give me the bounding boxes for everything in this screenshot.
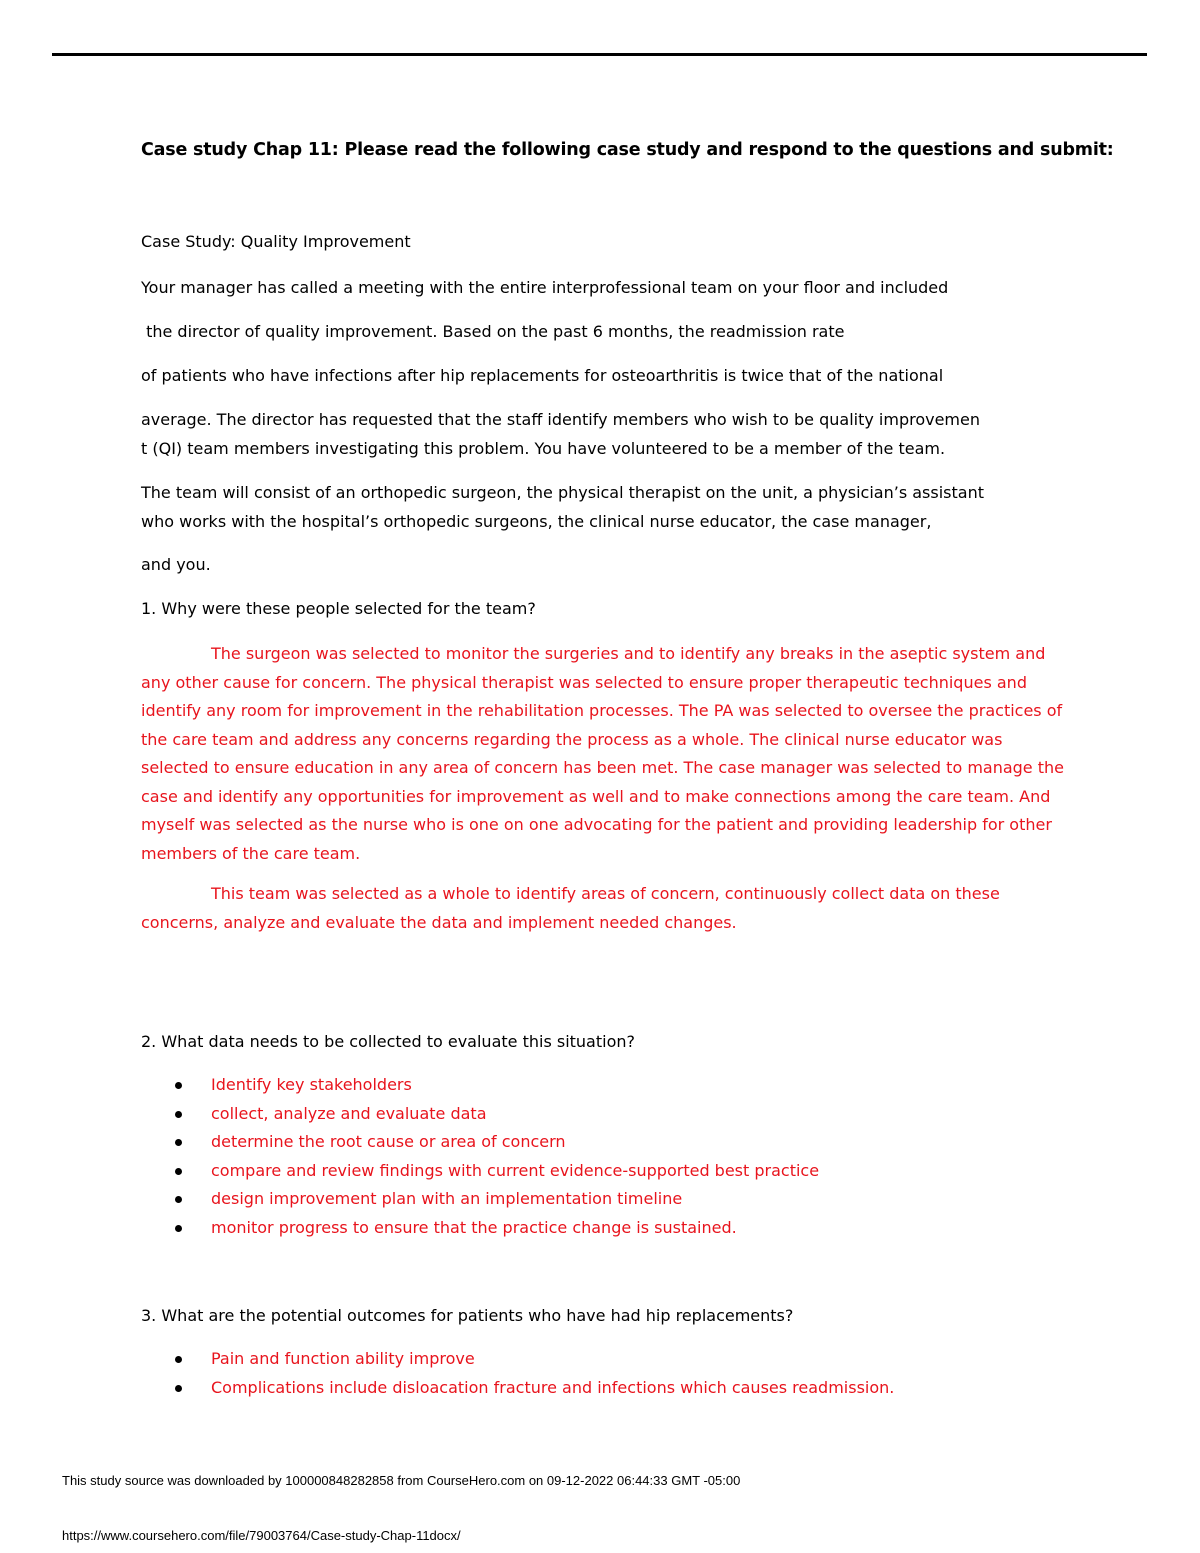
section-heading: Case Study: Quality Improvement <box>141 232 411 251</box>
bullet-icon <box>175 1196 182 1203</box>
bullet-icon <box>175 1082 182 1089</box>
bullet-icon <box>175 1168 182 1175</box>
answer-1-paragraph: The surgeon was selected to monitor the surgeries and to identify any breaks in the aseptic system and any other cause for concern. The physical therapist was selected to ensure proper therapeutic techniques and identify any room for improvement in the rehabilitation processes. The PA was selected to oversee the practices of the care team and address any concerns regarding the process as a whole. The clinical nurse educator was selected to ensure education in any area of concern has been met. The case manager was selected to manage the case and identify any opportunities for improvement as well and to make connections among the care team. And myself was selected as the nurse who is one on one advocating for the patient and providing leadership for other members of the care team. <box>141 644 1064 863</box>
question-2: 2. What data needs to be collected to evaluate this situation? <box>141 1032 635 1051</box>
bullet-icon <box>175 1356 182 1363</box>
scenario-line: average. The director has requested that the staff identify members who wish to be quality improvemen <box>141 410 980 429</box>
download-note: This study source was downloaded by 100000848282858 from CourseHero.com on 09-12-2022 06:44:33 GMT -05:00 <box>62 1473 741 1488</box>
scenario-line: and you. <box>141 555 211 574</box>
scenario-line: Your manager has called a meeting with the entire interprofessional team on your floor and included <box>141 278 949 297</box>
answer-2-list <box>141 1071 819 1242</box>
scenario-line: of patients who have infections after hip replacements for osteoarthritis is twice that of the national <box>141 366 944 385</box>
source-url-link[interactable]: https://www.coursehero.com/file/79003764/Case-study-Chap-11docx/ <box>62 1528 461 1543</box>
bullet-icon <box>175 1139 182 1146</box>
bullet-icon <box>175 1111 182 1118</box>
answer-3-list <box>141 1345 894 1402</box>
list-item: Pain and function ability improve <box>141 1345 894 1374</box>
document-title: Case study Chap 11: Please read the following case study and respond to the questions and submit: <box>141 140 1114 160</box>
list-item: determine the root cause or area of concern <box>141 1128 819 1157</box>
scenario-line: who works with the hospital’s orthopedic surgeons, the clinical nurse educator, the case manager, <box>141 512 932 531</box>
document-body <box>141 140 1114 1397</box>
list-item: Identify key stakeholders <box>141 1071 819 1100</box>
scenario-line: The team will consist of an orthopedic surgeon, the physical therapist on the unit, a physician’s assistant <box>141 483 984 502</box>
question-3: 3. What are the potential outcomes for patients who have had hip replacements? <box>141 1306 794 1325</box>
answer-1 <box>141 640 1071 937</box>
bullet-icon <box>175 1225 182 1232</box>
list-item: compare and review findings with current evidence-supported best practice <box>141 1157 819 1186</box>
question-1: 1. Why were these people selected for the team? <box>141 599 536 618</box>
scenario-line: the director of quality improvement. Based on the past 6 months, the readmission rate <box>141 322 845 341</box>
top-rule <box>52 53 1147 56</box>
list-item: Complications include disloacation fracture and infections which causes readmission. <box>141 1374 894 1403</box>
list-item: collect, analyze and evaluate data <box>141 1100 819 1129</box>
bullet-icon <box>175 1385 182 1392</box>
list-item: monitor progress to ensure that the practice change is sustained. <box>141 1214 819 1243</box>
answer-1-paragraph: This team was selected as a whole to identify areas of concern, continuously collect data on these concerns, analyze and evaluate the data and implement needed changes. <box>141 884 1000 932</box>
scenario-line: t (QI) team members investigating this problem. You have volunteered to be a member of the team. <box>141 439 946 458</box>
list-item: design improvement plan with an implementation timeline <box>141 1185 819 1214</box>
